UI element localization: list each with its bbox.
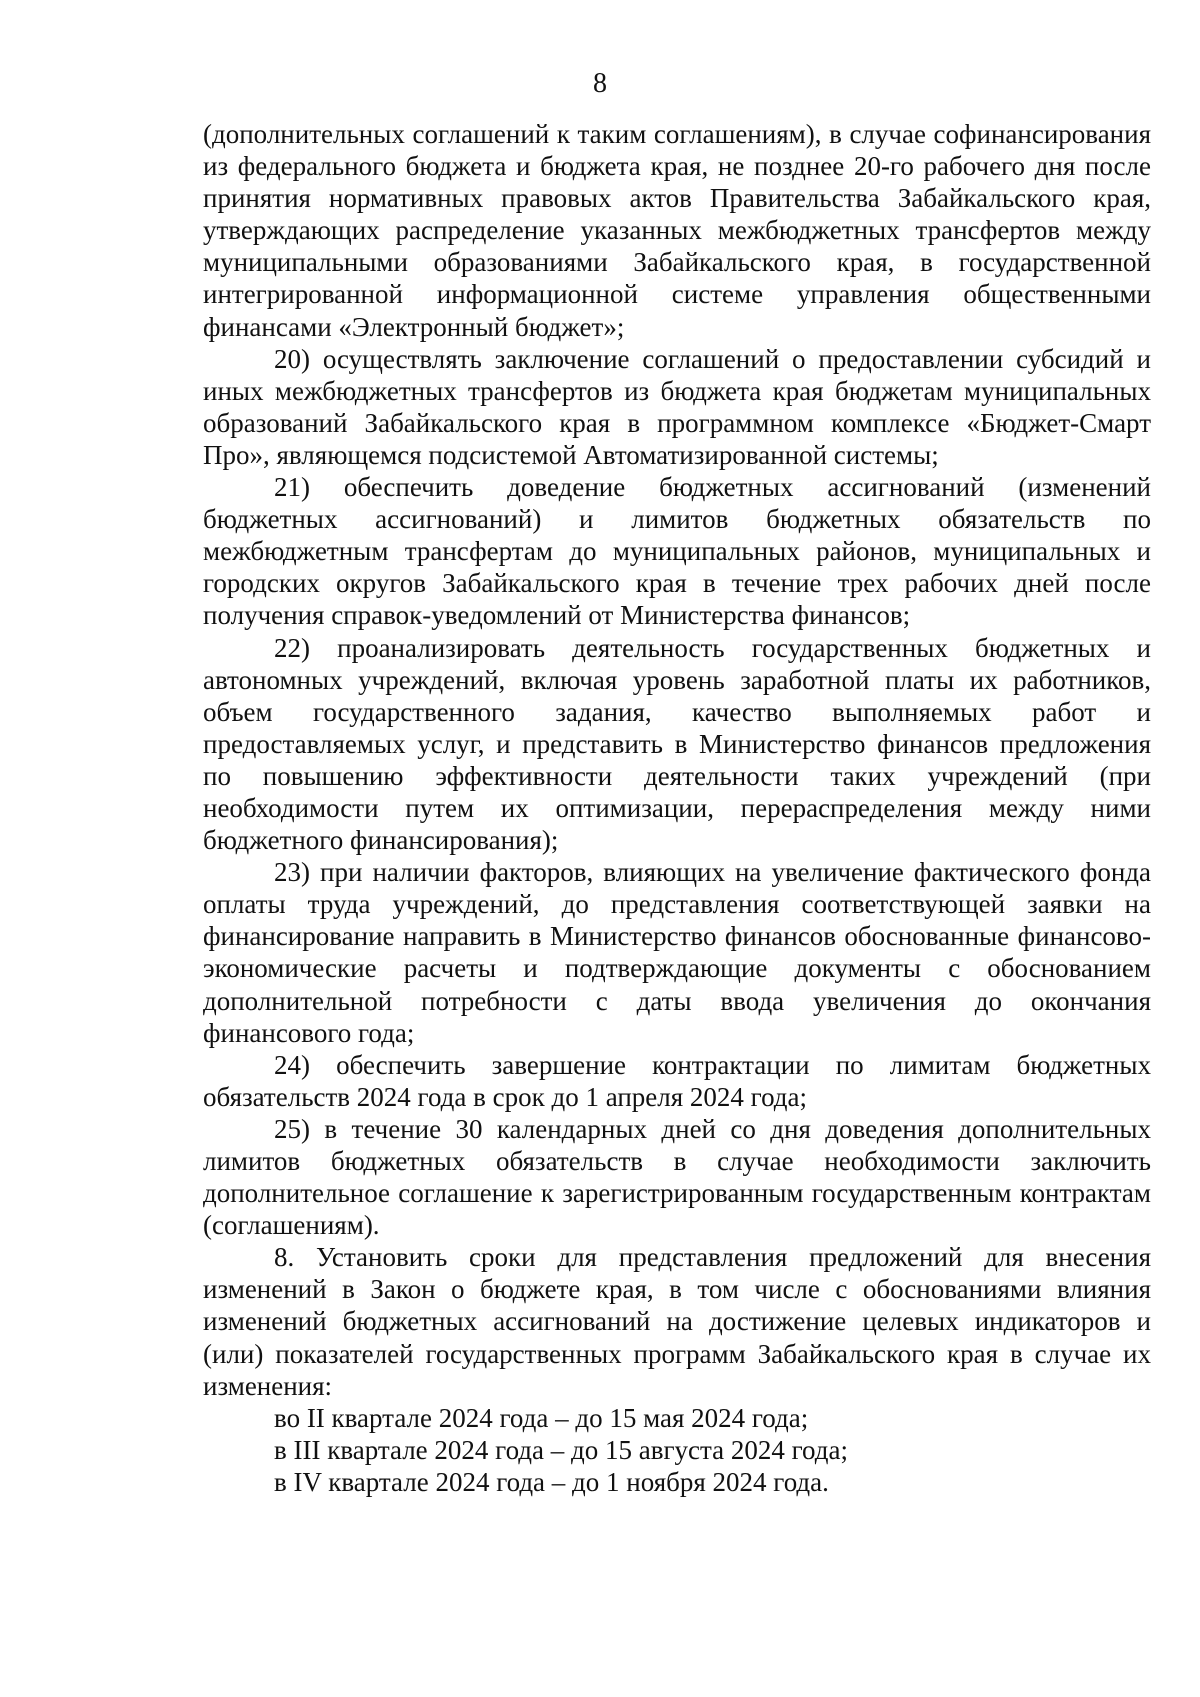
page-number: 8 — [593, 68, 607, 99]
deadline-quarter-4: в IV квартале 2024 года – до 1 ноября 2024 года. — [274, 1466, 829, 1497]
deadline-quarter-2: во II квартале 2024 года – до 15 мая 2024 года; — [274, 1402, 809, 1433]
paragraph-item-22: 22) проанализировать деятельность государственных бюджетных и автономных учреждений, включая уровень заработной платы их работников, объем государственного задания, качество выполняемых работ и предоставляемых услуг, и представить в Министерство финансов предложения по повышению эффективности деятельности таких учреждений (при необходимости путем их оптимизации, перераспределения между ними бюджетного финансирования); — [203, 632, 1151, 856]
paragraph-section-8: 8. Установить сроки для представления предложений для внесения изменений в Закон о бюджете края, в том числе с обоснованиями влияния изменений бюджетных ассигнований на достижение целевых индикаторов и (или) показателей государственных программ Забайкальского края в случае их изменения: — [203, 1242, 1151, 1401]
paragraph-item-24: 24) обеспечить завершение контрактации по лимитам бюджетных обязательств 2024 года в срок до 1 апреля 2024 года; — [203, 1049, 1151, 1112]
paragraph-item-23: 23) при наличии факторов, влияющих на увеличение фактического фонда оплаты труда учреждений, до представления соответствующей заявки на финансирование направить в Министерство финансов обоснованные финансово-экономические расчеты и подтверждающие документы с обоснованием дополнительной потребности с даты ввода увеличения до окончания финансового года; — [203, 857, 1151, 1048]
deadline-quarter-3: в III квартале 2024 года – до 15 августа 2024 года; — [274, 1434, 849, 1465]
paragraph-item-20: 20) осуществлять заключение соглашений о предоставлении субсидий и иных межбюджетных трансфертов из бюджета края бюджетам муниципальных образований Забайкальского края в программном комплексе «Бюджет-Смарт Про», являющемся подсистемой Автоматизированной системы; — [203, 343, 1151, 470]
paragraph-item-25: 25) в течение 30 календарных дней со дня доведения дополнительных лимитов бюджетных обязательств в случае необходимости заключить дополнительное соглашение к зарегистрированным государственным контрактам (соглашениям). — [203, 1113, 1151, 1241]
paragraph-continuation: (дополнительных соглашений к таким соглашениям), в случае софинансирования из федерального бюджета и бюджета края, не позднее 20-го рабочего дня после принятия нормативных правовых актов Правительства Забайкальского края, утверждающих распределение указанных межбюджетных трансфертов между муниципальными образованиями Забайкальского края, в государственной интегрированной информационной системе управления общественными финансами «Электронный бюджет»; — [203, 119, 1151, 342]
document-body — [203, 118, 1151, 1498]
paragraph-item-21: 21) обеспечить доведение бюджетных ассигнований (изменений бюджетных ассигнований) и лимитов бюджетных обязательств по межбюджетным трансфертам до муниципальных районов, муниципальных и городских округов Забайкальского края в течение трех рабочих дней после получения справок-уведомлений от Министерства финансов; — [203, 472, 1151, 631]
